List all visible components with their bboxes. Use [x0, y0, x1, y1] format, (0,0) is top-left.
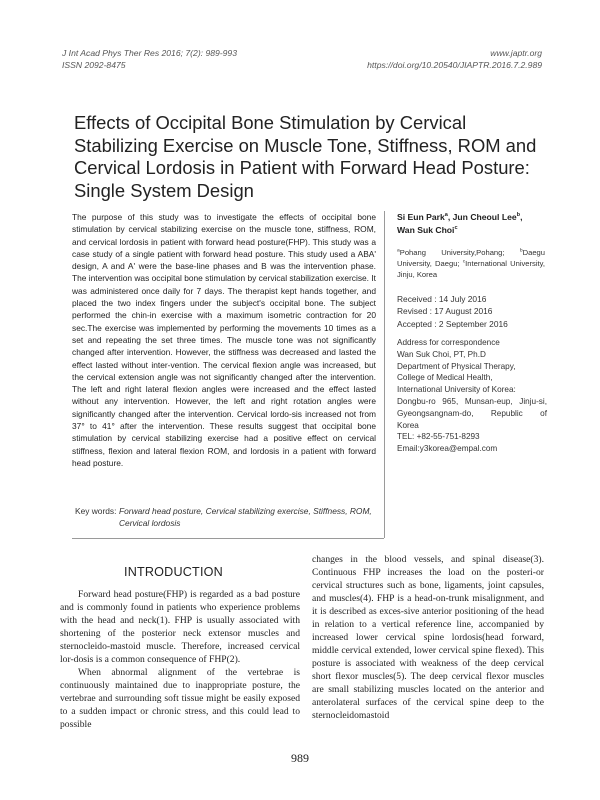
- affil-mark: b: [519, 248, 523, 254]
- affiliations: [397, 247, 545, 280]
- keywords-label: Key words:: [75, 506, 117, 516]
- received-date: Received : 14 July 2016: [397, 294, 487, 304]
- body-column-left: [60, 588, 300, 731]
- correspondence: [397, 337, 547, 455]
- correspondence-label: Address for correspondence: [397, 338, 500, 347]
- paragraph: When abnormal alignment of the vertebrae is continuously maintained due to inappropriate posture, the vertebrae and surrounding soft tissue might be easily exposed to a sudden impact or chronic stress, and this could lead to possible: [60, 667, 300, 730]
- author-affil-mark: c: [454, 224, 458, 231]
- affil-mark: a: [397, 248, 400, 254]
- correspondence-address: Korea: [397, 420, 419, 430]
- paper-title: Effects of Occipital Bone Stimulation by Cervical Stabilizing Exercise on Muscle Tone, Stiffness, ROM and Cervical Lordosis in Patient with Forward Head Posture: Single System Design: [74, 112, 537, 201]
- keywords-text: Forward head posture, Cervical stabilizing exercise, Stiffness, ROM, Cervical lordosis: [119, 506, 372, 528]
- correspondence-address: Dongbu-ro 965, Munsan-eup, Jinju-si,: [397, 396, 547, 406]
- affil-text: International University, Jinju, Korea: [397, 259, 545, 279]
- doi-link[interactable]: https://doi.org/10.20540/JIAPTR.2016.7.2.989: [367, 60, 542, 70]
- accepted-date: Accepted : 2 September 2016: [397, 318, 508, 329]
- issn: ISSN 2092-8475: [62, 60, 126, 70]
- journal-links: [367, 47, 542, 71]
- page-number: 989: [291, 751, 309, 765]
- paragraph: changes in the blood vessels, and spinal disease(3). Continuous FHP increases the load on the posteri-or cervical structures such as bone, ligaments, joint capsules, and muscles(4). FHP is a head-on-trunk misalignment, and it is described as exces-sive anterior positioning of the head in relation to a vertical reference line, accompanied by increased lower cervical spine lordosis(head forward, middle cervical extended, lower cervical spine flexed). This posture is associated with weakness of the deep cervical short flexor muscles(5). The deep cervical flexor muscles are small stabilizing muscles located on the anterior and anterolateral surfaces of the cervical spine deep to the sternocleidomastoid: [312, 554, 544, 721]
- keywords-divider: [72, 538, 384, 539]
- author-name: Si Eun Park: [397, 212, 445, 222]
- affil-mark: c: [462, 259, 466, 265]
- author-list: [397, 211, 547, 236]
- correspondence-address: Gyeongsangnam-do, Republic of: [397, 408, 547, 418]
- author-name: Wan Suk Choi: [397, 224, 455, 235]
- affil-text: Daegu University, Daegu;: [397, 248, 545, 268]
- correspondence-tel: TEL: +82-55-751-8293: [397, 432, 480, 442]
- article-dates: [397, 293, 547, 330]
- correspondence-name: Wan Suk Choi, PT, Ph.D: [397, 349, 486, 359]
- sidebar-divider: [384, 211, 385, 538]
- journal-reference: J Int Acad Phys Ther Res 2016; 7(2): 989-993: [62, 48, 237, 58]
- section-heading: INTRODUCTION: [124, 565, 223, 579]
- author-affil-mark: a: [444, 212, 448, 219]
- author-name: , Jun Cheoul Lee: [447, 212, 517, 222]
- affil-text: Pohang University,Pohang;: [399, 248, 520, 257]
- revised-date: Revised : 17 August 2016: [397, 306, 493, 317]
- body-column-right: [312, 553, 544, 722]
- correspondence-univ: International University of Korea:: [397, 385, 516, 395]
- correspondence-email[interactable]: Email:y3korea@empal.com: [397, 444, 498, 454]
- correspondence-college: College of Medical Health,: [397, 373, 493, 383]
- author-separator: ,: [520, 212, 523, 222]
- author-affil-mark: b: [516, 212, 521, 219]
- correspondence-dept: Department of Physical Therapy,: [397, 361, 516, 371]
- paragraph: Forward head posture(FHP) is regarded as a bad posture and is commonly found in patients who experience problems with the head and neck(1). FHP is usually associated with shortening of the posterior neck extensor muscles and sternocleido-mastoid muscle. Therefore, increased cervical lor-dosis is a common consequence of FHP(2).: [60, 589, 300, 665]
- website-link[interactable]: www.japtr.org: [490, 48, 542, 58]
- abstract: The purpose of this study was to investigate the effects of occipital bone stimulation by cervical stabilizing exercise on the muscle tone, stiffness, ROM, and cervical lordosis in patient with forward head posture(FHP). This study was a case study of a single patient with forward head posture. This study used a ABA' design, A and A' were the base-line phases and B was the intervention phase. The intervention was occipital bone stimulation by cervical stabilization exercise. It was administered once daily for 7 days. The therapist kept hands together, and placed the two index fingers under the subject's occipital bone. The subject performed the chin-in exercise with a maximum isometric contraction for 20 sec.The exercise was implemented by performing the movements 10 times as a set and repeating the set three times. The muscle tone was not significantly changed after intervention. However, the stiffness was decreased and lasted the effect lasted without inter-vention. The cervical flexion angle was increased, but the cervical extension angle was not significantly changed after the intervention. The left and right lateral flexion angles were increased and the effect lasted without any intervention. However, the left and right rotation angles were significantly changed after the intervention. Cervical lordo-sis increased not from 37° to 41° after the intervention. These results suggest that occipital bone stimulation by cervical stabilizing exercise had a positive effect on cervical stiffness, flexion and lateral flexion ROM, and lordosis in a patient with forward head posture.: [72, 212, 376, 468]
- journal-citation: [62, 47, 237, 71]
- keywords: [75, 506, 375, 529]
